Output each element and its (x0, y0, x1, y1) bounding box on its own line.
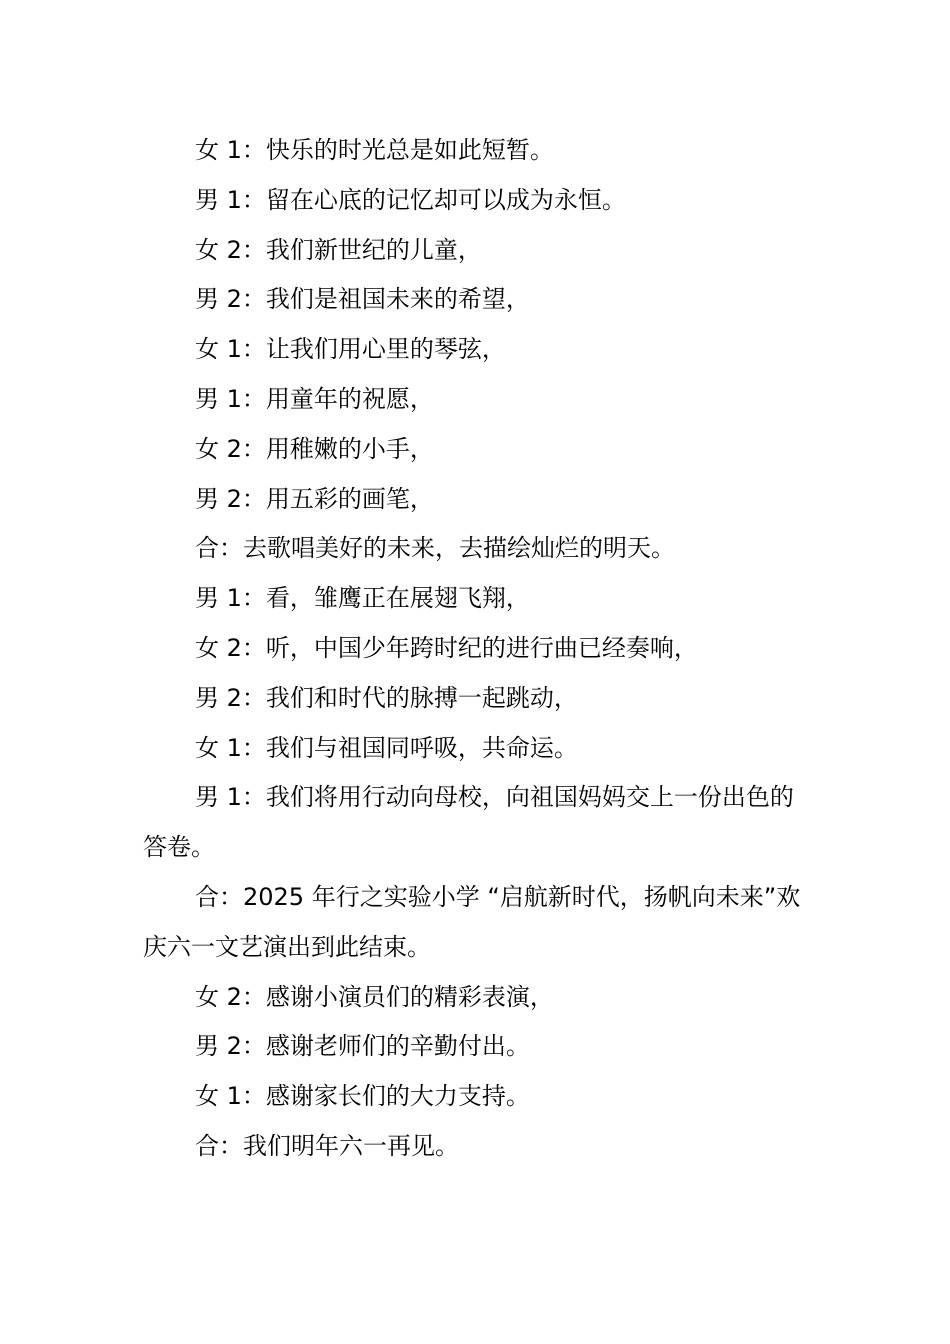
paragraph: 男 2：我们和时代的脉搏一起跳动， (195, 683, 578, 712)
paragraph: 女 2：我们新世纪的儿童， (195, 235, 482, 264)
paragraph: 女 1：我们与祖国同呼吸，共命运。 (195, 733, 578, 762)
paragraph: 女 2：感谢小演员们的精彩表演， (195, 982, 554, 1011)
paragraph: 女 2：用稚嫩的小手， (195, 434, 434, 463)
paragraph: 男 1：用童年的祝愿， (195, 384, 434, 413)
paragraph: 合：去歌唱美好的未来，去描绘灿烂的明天。 (195, 534, 675, 563)
paragraph: 合：2025 年行之实验小学 “启航新时代，扬帆向未来”欢庆六一文艺演出到此结束。 (143, 882, 801, 961)
paragraph: 男 1：留在心底的记忆却可以成为永恒。 (195, 185, 626, 214)
paragraph: 合：我们明年六一再见。 (195, 1131, 459, 1160)
document-body (143, 126, 809, 1172)
paragraph: 男 2：感谢老师们的辛勤付出。 (195, 1032, 530, 1061)
paragraph: 男 2：我们是祖国未来的希望， (195, 285, 530, 314)
paragraph: 女 1：让我们用心里的琴弦， (195, 335, 506, 364)
paragraph: 女 2：听，中国少年跨时纪的进行曲已经奏响， (195, 633, 698, 662)
paragraph: 男 1：看，雏鹰正在展翅飞翔， (195, 584, 530, 613)
paragraph: 男 2：用五彩的画笔， (195, 484, 434, 513)
paragraph: 女 1：感谢家长们的大力支持。 (195, 1082, 530, 1111)
paragraph: 男 1：我们将用行动向母校，向祖国妈妈交上一份出色的答卷。 (143, 783, 794, 862)
paragraph: 女 1：快乐的时光总是如此短暂。 (195, 136, 554, 164)
